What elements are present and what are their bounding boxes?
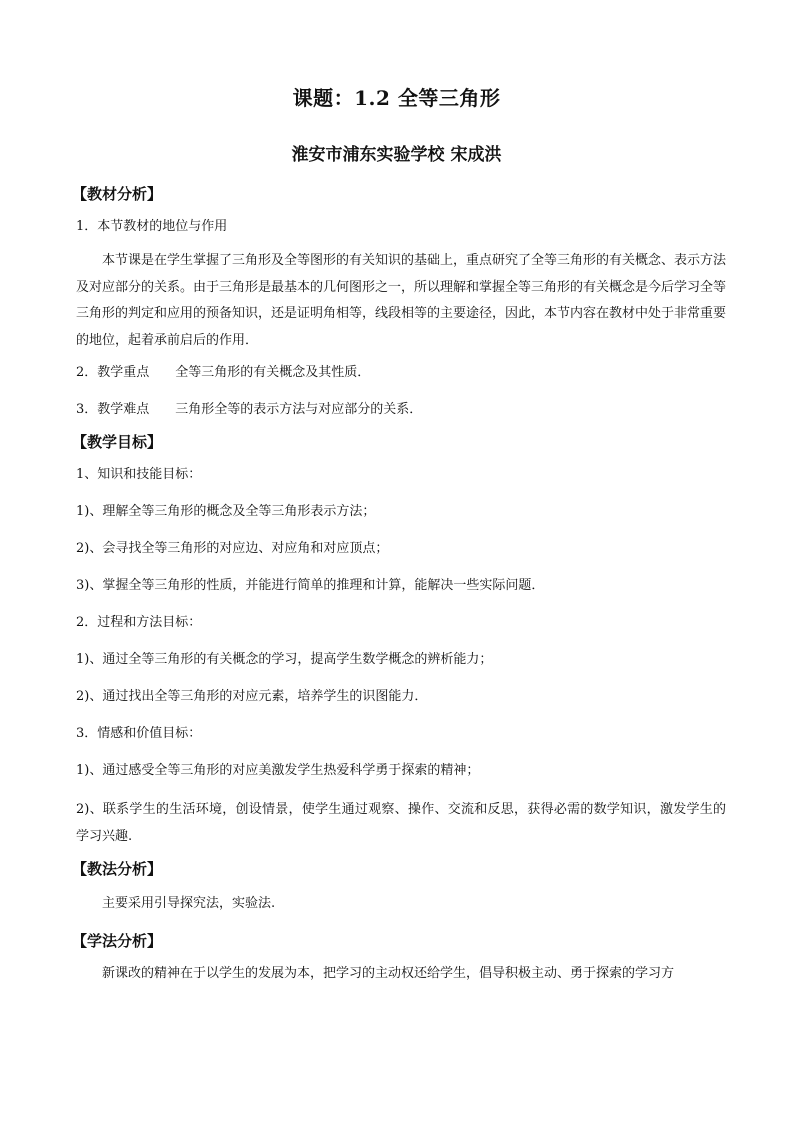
section-heading-goals: 【教学目标】 bbox=[72, 433, 163, 451]
method-body: 主要采用引导探究法，实验法. bbox=[102, 896, 276, 911]
material-item-3 bbox=[76, 399, 726, 421]
goal-1-item-2: 2)、会寻找全等三角形的对应边、对应角和对应顶点； bbox=[76, 541, 389, 556]
goal-2-item-2: 2)、通过找出全等三角形的对应元素，培养学生的识图能力． bbox=[76, 689, 428, 704]
page-title: 课题：1.2 全等三角形 bbox=[292, 86, 501, 110]
material-item-3-label: 3．教学难点 bbox=[76, 402, 150, 417]
study-body: 新课改的精神在于以学生的发展为本，把学习的主动权还给学生，倡导积极主动、勇于探索的学习方 bbox=[102, 965, 675, 981]
material-item-2 bbox=[76, 362, 726, 384]
material-item-2-text: 全等三角形的有关概念及其性质． bbox=[175, 365, 371, 380]
material-item-3-text: 三角形全等的表示方法与对应部分的关系． bbox=[175, 402, 423, 417]
goal-3: 3．情感和价值目标： bbox=[76, 726, 202, 741]
material-item-2-label: 2．教学重点 bbox=[76, 365, 150, 380]
document-body bbox=[72, 181, 727, 987]
goal-2-item-1: 1)、通过全等三角形的有关概念的学习，提高学生数学概念的辨析能力； bbox=[76, 652, 493, 667]
goal-3-item-2: 2)、联系学生的生活环境，创设情景，使学生通过观察、操作、交流和反思，获得必需的数学知识，激发学生的学习兴趣. bbox=[76, 802, 726, 844]
section-heading-method: 【教法分析】 bbox=[72, 860, 163, 878]
goal-1-item-1: 1)、理解全等三角形的概念及全等三角形表示方法； bbox=[76, 504, 376, 519]
section-heading-study: 【学法分析】 bbox=[72, 931, 163, 950]
goal-2: 2．过程和方法目标： bbox=[76, 615, 202, 630]
goal-1-item-3: 3)、掌握全等三角形的性质，并能进行简单的推理和计算，能解决一些实际问题． bbox=[76, 578, 545, 593]
goal-1: 1、知识和技能目标： bbox=[76, 467, 202, 482]
author-line: 淮安市浦东实验学校 宋成洪 bbox=[291, 145, 502, 165]
goal-3-item-1: 1)、通过感受全等三角形的对应美激发学生热爱科学勇于探索的精神； bbox=[76, 763, 480, 778]
material-item-1: 1．本节教材的地位与作用 bbox=[76, 219, 228, 234]
material-item-1-body: 本节课是在学生掌握了三角形及全等图形的有关知识的基础上，重点研究了全等三角形的有关概念、表示方法及对应部分的关系。由于三角形是最基本的几何图形之一，所以理解和掌握全等三角形的有关概念是今后学习全等三角形的判定和应用的预备知识，还是证明角相等，线段相等的主要途径，因此，本节内容在教材中处于非常重要的地位，起着承前启后的作用． bbox=[76, 253, 727, 348]
section-heading-material: 【教材分析】 bbox=[72, 185, 163, 203]
